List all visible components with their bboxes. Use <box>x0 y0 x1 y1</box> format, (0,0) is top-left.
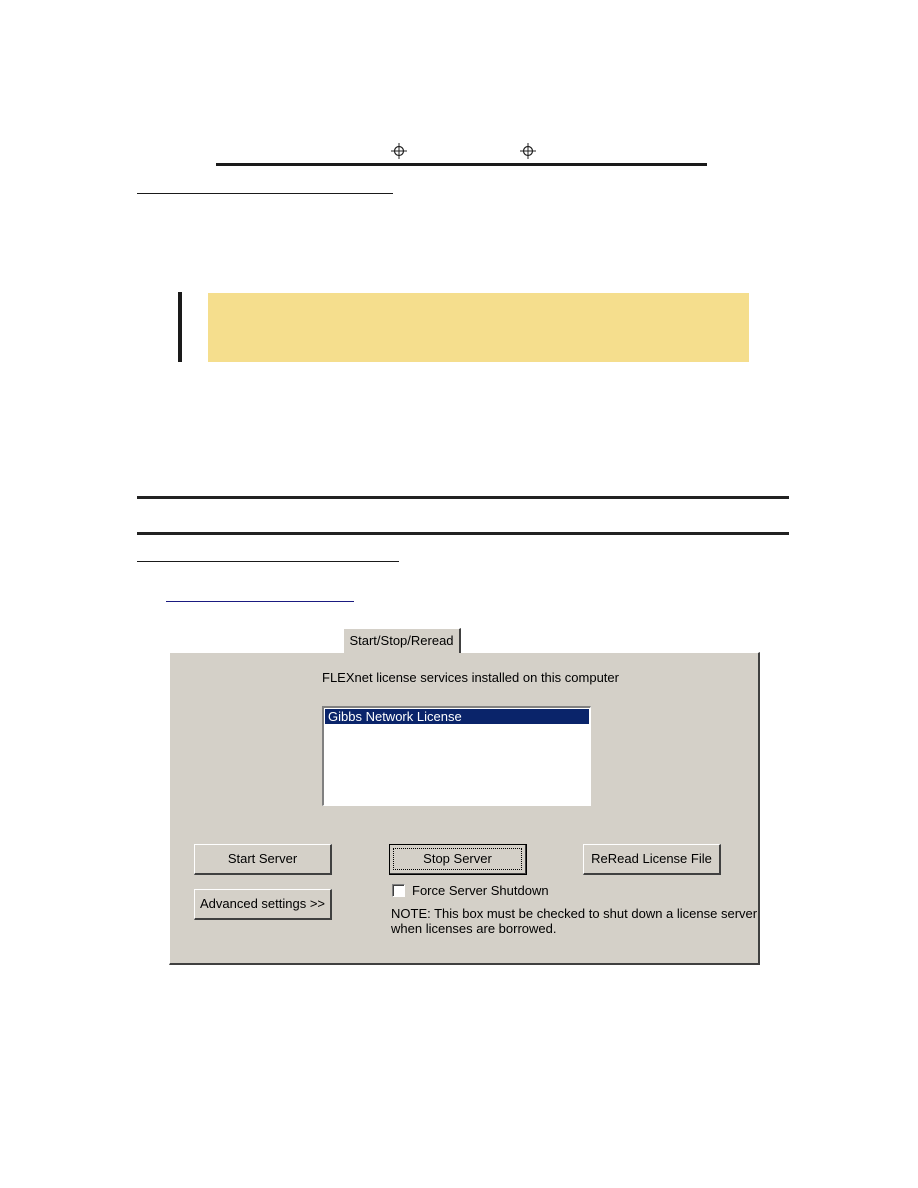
callout-bar <box>178 292 182 362</box>
services-listbox[interactable] <box>322 706 591 806</box>
section-heading-underline <box>137 561 399 562</box>
callout-box <box>208 293 749 362</box>
section-rule-top <box>137 496 789 499</box>
link-underline[interactable] <box>166 601 354 602</box>
note-line-1: NOTE: This box must be checked to shut down a license server <box>391 906 758 921</box>
force-shutdown-checkbox[interactable] <box>392 884 405 897</box>
tab-start-stop-reread[interactable]: Start/Stop/Reread <box>343 628 461 653</box>
force-shutdown-label[interactable]: Force Server Shutdown <box>412 883 549 898</box>
note-line-2: when licenses are borrowed. <box>391 921 557 936</box>
advanced-settings-button[interactable]: Advanced settings >> <box>194 889 332 920</box>
start-server-button[interactable]: Start Server <box>194 844 332 875</box>
registration-mark-icon <box>391 143 407 159</box>
list-item[interactable]: Gibbs Network License <box>325 709 589 724</box>
heading-underline <box>137 193 393 194</box>
header-rule <box>216 163 707 166</box>
stop-server-button[interactable] <box>389 844 527 875</box>
section-rule-bottom <box>137 532 789 535</box>
reread-license-button[interactable]: ReRead License File <box>583 844 721 875</box>
stop-server-label: Stop Server <box>423 851 492 866</box>
registration-mark-icon <box>520 143 536 159</box>
services-label: FLEXnet license services installed on this computer <box>322 670 619 685</box>
